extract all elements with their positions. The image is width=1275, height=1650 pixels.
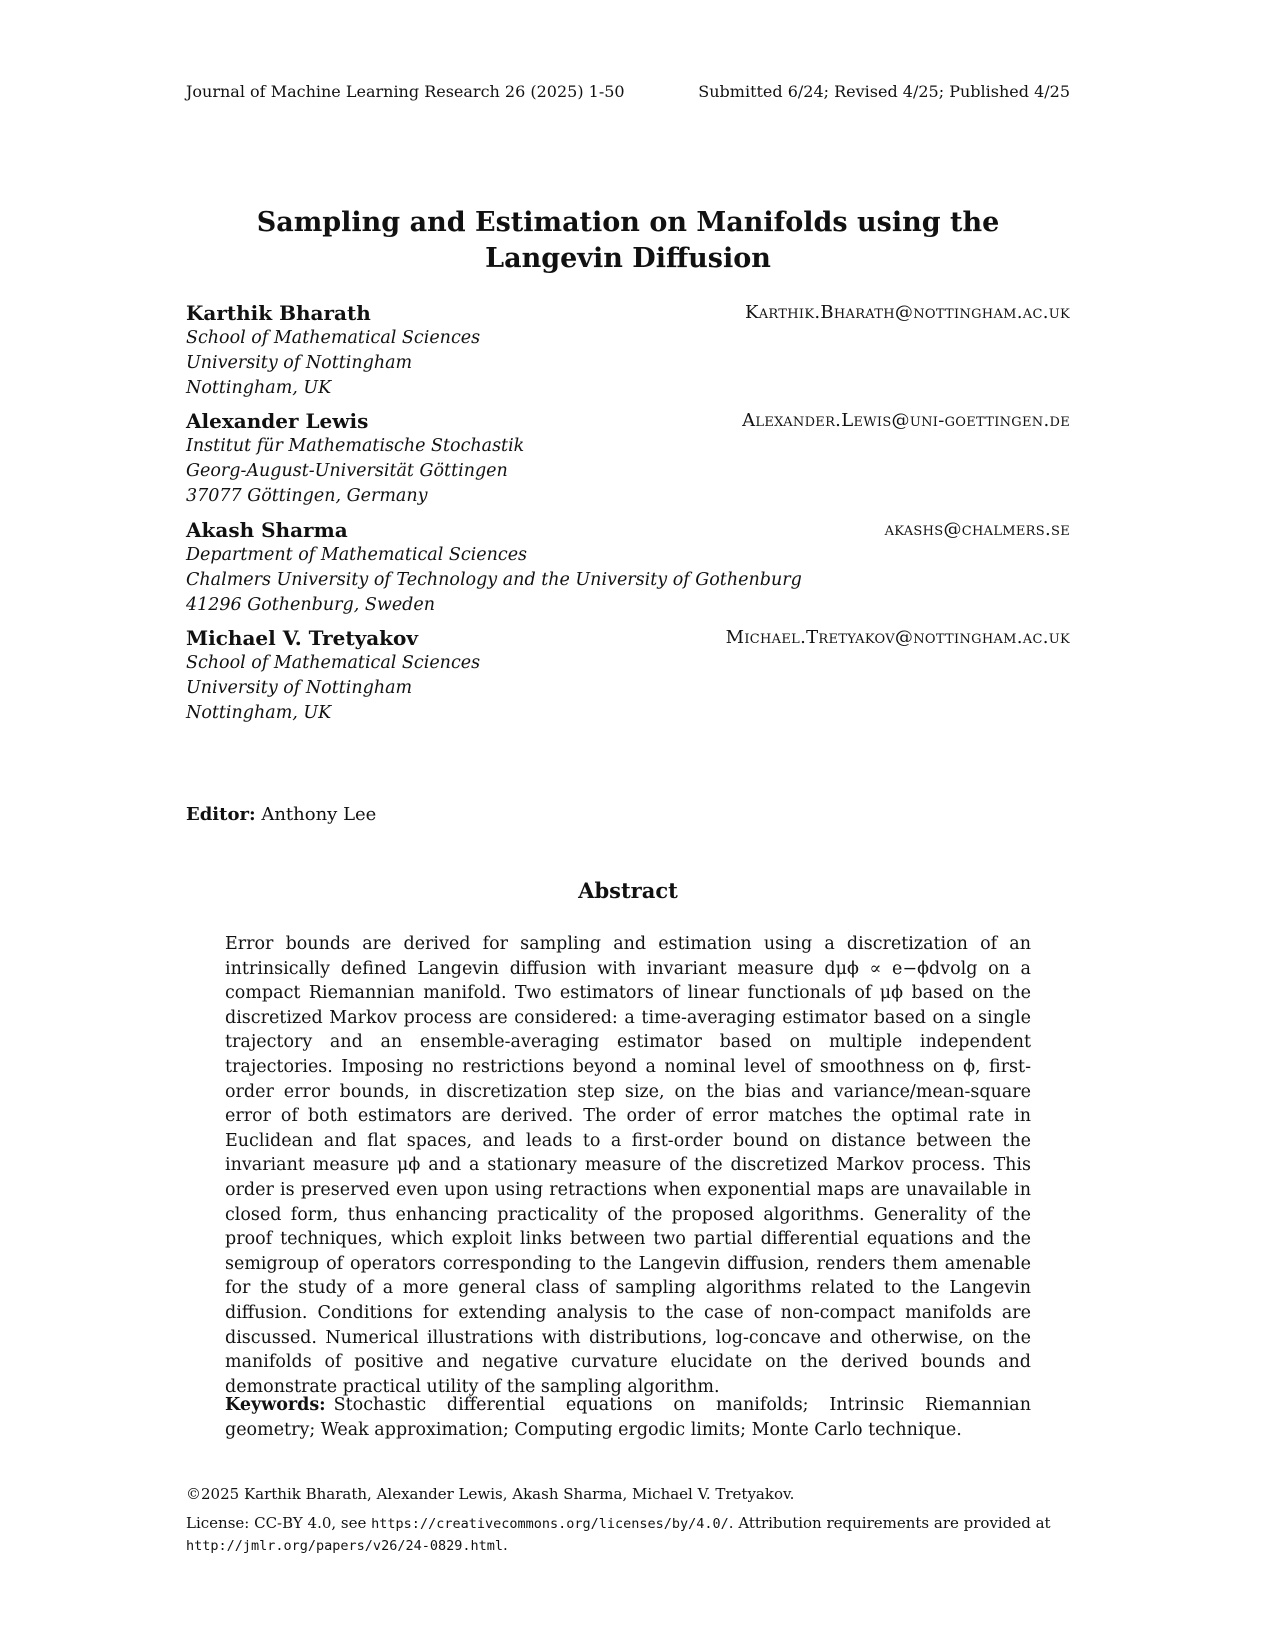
affiliation-line: Nottingham, UK — [186, 378, 332, 398]
author-block — [186, 625, 1070, 726]
paper-link[interactable]: http://jmlr.org/papers/v26/24-0829.html — [186, 1538, 503, 1554]
author-email[interactable]: akashs@chalmers.se — [884, 519, 1070, 540]
license-middle: . Attribution requirements are provided at — [728, 1514, 1051, 1532]
author-email[interactable]: Michael.Tretyakov@nottingham.ac.uk — [725, 627, 1070, 648]
author-name: Alexander Lewis — [186, 409, 369, 433]
keywords-text: Stochastic differential equations on manifolds; Intrinsic Riemannian geometry; Weak approximation; Computing ergodic limits; Monte Carlo technique. — [225, 1395, 1031, 1440]
author-name: Michael V. Tretyakov — [186, 626, 418, 650]
paper-title: Sampling and Estimation on Manifolds using the Langevin Diffusion — [256, 207, 1000, 274]
copyright-notice: ©2025 Karthik Bharath, Alexander Lewis, Akash Sharma, Michael V. Tretyakov. — [186, 1485, 795, 1503]
affiliation-line: Chalmers University of Technology and the University of Gothenburg — [186, 570, 802, 590]
license-prefix: License: CC-BY 4.0, see — [186, 1514, 367, 1532]
license-link[interactable]: https://creativecommons.org/licenses/by/4.0/ — [371, 1516, 729, 1532]
affiliation-line: Institut für Mathematische Stochastik — [186, 436, 525, 456]
affiliation-line: School of Mathematical Sciences — [186, 328, 481, 348]
abstract-text: Error bounds are derived for sampling and estimation using a discretization of an intrinsically defined Langevin diffusion with invariant measure dμϕ ∝ e−ϕdvolg on a compact Riemannian manifold. Two estimators of linear functionals of μϕ based on the discretized Markov process are considered: a time-averaging estimator based on a single trajectory and an ensemble-averaging estimator based on multiple independent trajectories. Imposing no restrictions beyond a nominal level of smoothness on ϕ, first-order error bounds, in discretization step size, on the bias and variance/mean-square error of both estimators are derived. The order of error matches the optimal rate in Euclidean and flat spaces, and leads to a first-order bound on distance between the invariant measure μϕ and a stationary measure of the discretized Markov process. This order is preserved even upon using retractions when exponential maps are unavailable in closed form, thus enhancing practicality of the proposed algorithms. Generality of the proof techniques, which exploit links between two partial differential equations and the semigroup of operators corresponding to the Langevin diffusion, renders them amenable for the study of a more general class of sampling algorithms related to the Langevin diffusion. Conditions for extending analysis to the case of non-compact manifolds are discussed. Numerical illustrations with distributions, log-concave and otherwise, on the manifolds of positive and negative curvature elucidate on the derived bounds and demonstrate practical utility of the sampling algorithm. — [225, 934, 1031, 1397]
author-block — [186, 517, 1070, 618]
author-email[interactable]: Alexander.Lewis@uni-goettingen.de — [742, 410, 1070, 431]
keywords — [225, 1393, 1031, 1442]
affiliation-line: 37077 Göttingen, Germany — [186, 486, 428, 506]
abstract-heading: Abstract — [578, 878, 678, 903]
affiliation-line: School of Mathematical Sciences — [186, 653, 481, 673]
keywords-label: Keywords: — [225, 1395, 326, 1415]
editor-line — [186, 804, 376, 825]
author-block — [186, 300, 1070, 401]
affiliation-line: University of Nottingham — [186, 678, 413, 698]
license-suffix: . — [502, 1536, 508, 1554]
license-notice — [186, 1513, 1070, 1557]
affiliation-line: University of Nottingham — [186, 353, 413, 373]
editor-label: Editor: — [186, 804, 256, 825]
affiliation-line: Department of Mathematical Sciences — [186, 545, 528, 565]
author-name: Karthik Bharath — [186, 301, 371, 325]
author-block — [186, 408, 1070, 509]
editor-name: Anthony Lee — [261, 804, 377, 825]
affiliation-line: 41296 Gothenburg, Sweden — [186, 595, 435, 615]
affiliation-line: Georg-August-Universität Göttingen — [186, 461, 508, 481]
affiliation-line: Nottingham, UK — [186, 703, 332, 723]
journal-header: Journal of Machine Learning Research 26 (2025) 1-50 — [186, 82, 625, 101]
submission-dates: Submitted 6/24; Revised 4/25; Published 4/25 — [698, 82, 1070, 101]
author-name: Akash Sharma — [186, 518, 348, 542]
author-email[interactable]: Karthik.Bharath@nottingham.ac.uk — [745, 302, 1070, 323]
